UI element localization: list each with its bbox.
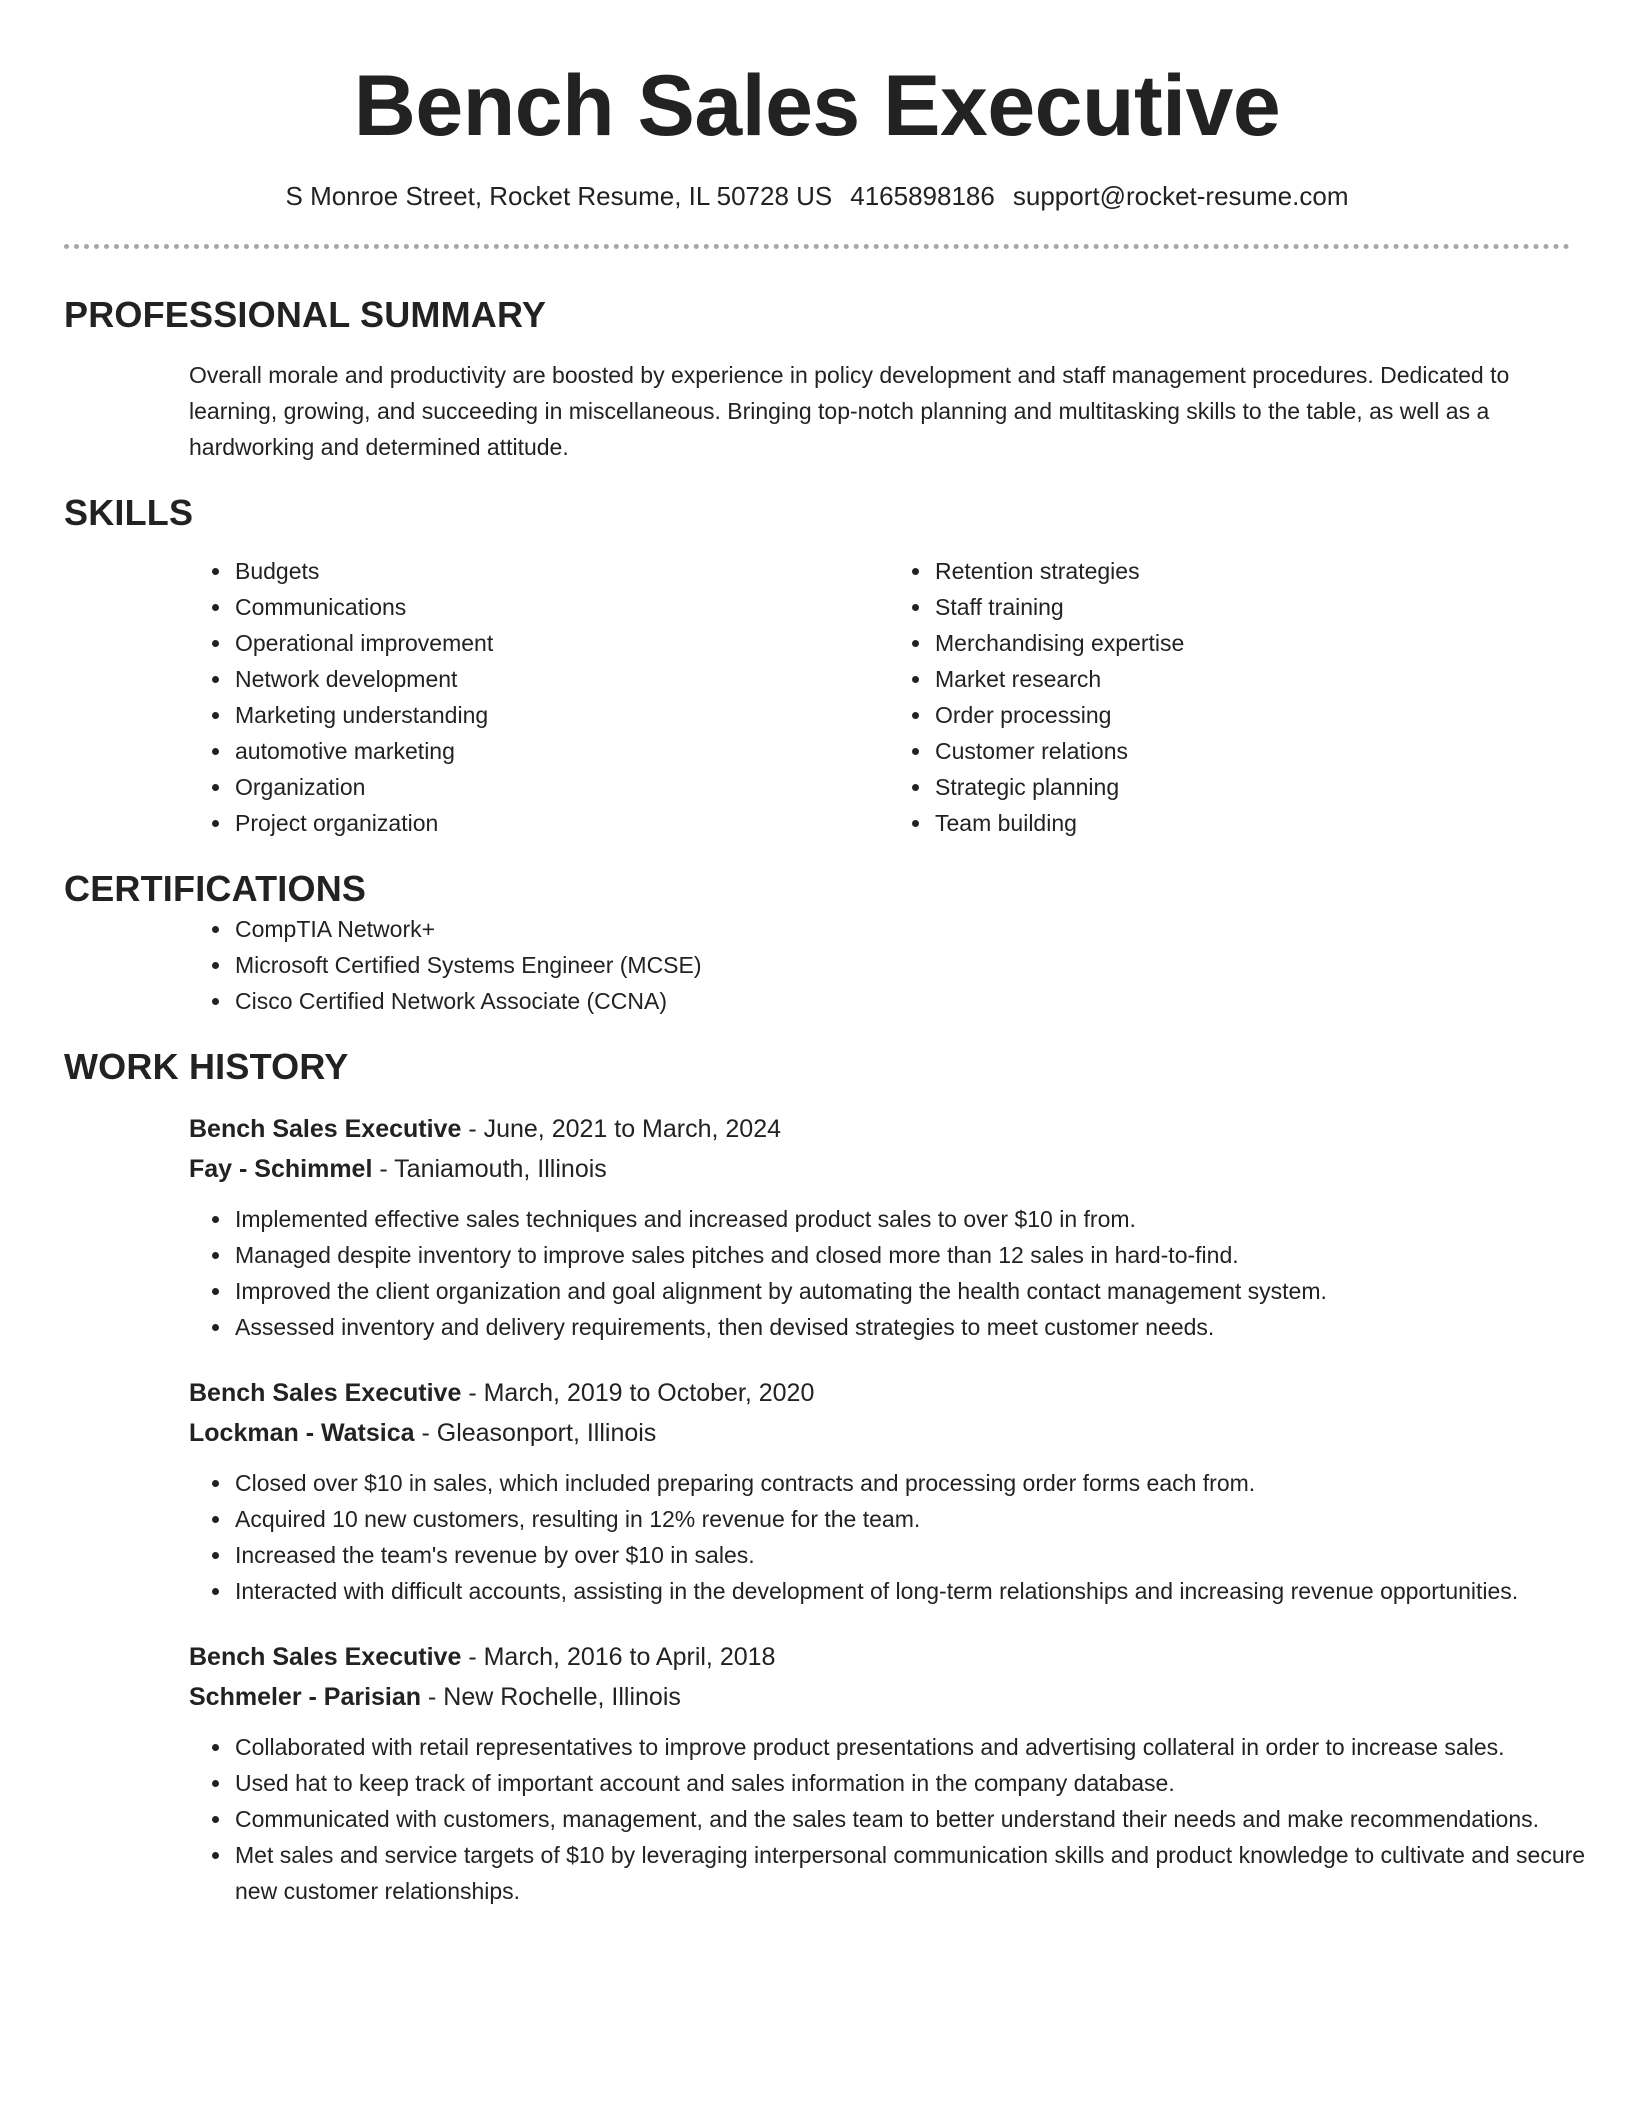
certification-item: • CompTIA Network+ <box>233 911 1570 947</box>
job-location: - Taniamouth, Illinois <box>372 1155 607 1183</box>
job-dates: - March, 2019 to October, 2020 <box>461 1379 815 1407</box>
job-role: Bench Sales Executive <box>189 1115 462 1143</box>
skills-column-1 <box>64 553 743 841</box>
skill-item: • Strategic planning <box>933 769 1422 805</box>
job-bullet: • Managed despite inventory to improve sales pitches and closed more than 12 sales in hard-to-find. <box>233 1237 1593 1273</box>
certification-item: • Microsoft Certified Systems Engineer (MCSE) <box>233 947 1570 983</box>
certifications-heading: CERTIFICATIONS <box>64 868 367 909</box>
job-bullet: • Assessed inventory and delivery requirements, then devised strategies to meet customer needs. <box>233 1309 1593 1345</box>
resume-page <box>64 0 1586 1909</box>
job-company: Lockman - Watsica <box>189 1419 415 1447</box>
job-bullet: • Increased the team's revenue by over $10 in sales. <box>233 1537 1593 1573</box>
job-role: Bench Sales Executive <box>189 1643 462 1671</box>
contact-email: support@rocket-resume.com <box>1012 181 1349 211</box>
skill-item: • automotive marketing <box>233 733 743 769</box>
skills-list <box>64 553 1570 841</box>
skill-item: • Marketing understanding <box>233 697 743 733</box>
job-bullet: • Collaborated with retail representatives to improve product presentations and advertising collateral in order to increase sales. <box>233 1729 1593 1765</box>
job-location: - New Rochelle, Illinois <box>421 1683 681 1711</box>
certifications-list <box>64 911 1570 1019</box>
job-title-line <box>189 1637 1570 1677</box>
job-company: Schmeler - Parisian <box>189 1683 422 1711</box>
job-bullet: • Met sales and service targets of $10 by leveraging interpersonal communication skills and product knowledge to cultivate and secure new customer relationships. <box>233 1837 1593 1909</box>
skill-item: • Communications <box>233 589 743 625</box>
job-bullet: • Acquired 10 new customers, resulting in 12% revenue for the team. <box>233 1501 1593 1537</box>
job-bullets <box>189 1201 1593 1345</box>
summary-text: Overall morale and productivity are boosted by experience in policy development and staff management procedures. Dedicated to learning, growing, and succeeding in miscellaneous. Bringing top-notch planning and multitasking skills to the table, as well as a hardworking and determined attitude. <box>189 362 1510 460</box>
contact-phone: 4165898186 <box>850 181 995 211</box>
skill-item: • Order processing <box>933 697 1422 733</box>
job-title-line <box>189 1373 1570 1413</box>
job-role: Bench Sales Executive <box>189 1379 462 1407</box>
skill-item: • Budgets <box>233 553 743 589</box>
skill-item: • Team building <box>933 805 1422 841</box>
job-location: - Gleasonport, Illinois <box>414 1419 657 1447</box>
skill-item: • Staff training <box>933 589 1422 625</box>
contact-address: S Monroe Street, Rocket Resume, IL 50728 US <box>285 181 833 211</box>
skill-item: • Organization <box>233 769 743 805</box>
skills-heading: SKILLS <box>64 492 194 533</box>
skill-item: • Operational improvement <box>233 625 743 661</box>
job-bullet: • Used hat to keep track of important account and sales information in the company database. <box>233 1765 1593 1801</box>
summary-heading: PROFESSIONAL SUMMARY <box>64 294 547 335</box>
job-dates: - March, 2016 to April, 2018 <box>461 1643 776 1671</box>
skill-item: • Network development <box>233 661 743 697</box>
contact-line <box>64 180 1570 212</box>
skill-item: • Merchandising expertise <box>933 625 1422 661</box>
job-bullets <box>189 1465 1593 1609</box>
job-bullet: • Communicated with customers, management, and the sales team to better understand their needs and make recommendations. <box>233 1801 1593 1837</box>
job-bullet: • Closed over $10 in sales, which included preparing contracts and processing order forms each from. <box>233 1465 1593 1501</box>
skills-column-2 <box>743 553 1422 841</box>
job-dates: - June, 2021 to March, 2024 <box>461 1115 782 1143</box>
skill-item: • Customer relations <box>933 733 1422 769</box>
job-bullet: • Interacted with difficult accounts, assisting in the development of long-term relationships and increasing revenue opportunities. <box>233 1573 1593 1609</box>
candidate-name: Bench Sales Executive <box>353 58 1281 154</box>
header-divider <box>64 244 1570 249</box>
skill-item: • Project organization <box>233 805 743 841</box>
job-title-line <box>189 1109 1570 1149</box>
job-bullet: • Implemented effective sales techniques and increased product sales to over $10 in from. <box>233 1201 1593 1237</box>
skill-item: • Retention strategies <box>933 553 1422 589</box>
job-bullet: • Improved the client organization and goal alignment by automating the health contact management system. <box>233 1273 1593 1309</box>
job-company: Fay - Schimmel <box>189 1155 373 1183</box>
certification-item: • Cisco Certified Network Associate (CCNA) <box>233 983 1570 1019</box>
job-company-line <box>189 1149 1570 1189</box>
job-company-line <box>189 1413 1570 1453</box>
job-company-line <box>189 1677 1570 1717</box>
job-entry <box>189 1373 1570 1609</box>
job-entry <box>189 1637 1586 1909</box>
skill-item: • Market research <box>933 661 1422 697</box>
work-history-heading: WORK HISTORY <box>64 1046 349 1087</box>
job-entry <box>189 1109 1570 1345</box>
job-bullets <box>189 1729 1593 1909</box>
